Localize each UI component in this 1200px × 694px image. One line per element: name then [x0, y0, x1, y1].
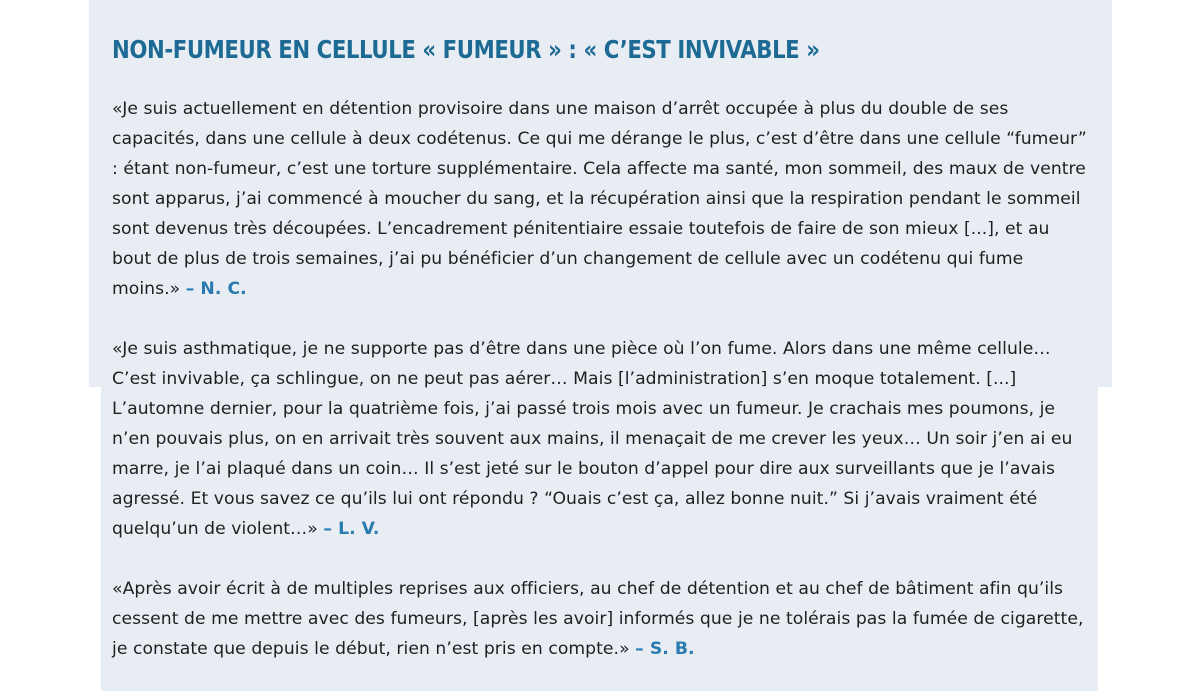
- article-title: NON-FUMEUR EN CELLULE « FUMEUR » : « C’EST INVIVABLE »: [112, 35, 820, 64]
- testimony-3: [112, 574, 1090, 664]
- testimony-author: – S. B.: [635, 639, 695, 659]
- testimony-text: «Après avoir écrit à de multiples reprises aux officiers, au chef de détention et au chef de bâtiment afin qu’ils cessent de me mettre avec des fumeurs, [après les avoir] informés que je ne tolérais pas la fumée de cigarette, je constate que depuis le début, rien n’est pris en compte.»: [112, 579, 1084, 659]
- article-box: [112, 33, 1090, 694]
- testimony-text: «Je suis asthmatique, je ne supporte pas d’être dans une pièce où l’on fume. Alors dans une même cellule… C’est invivable, ça schlingue, on ne peut pas aérer… Mais [l’administration] s’en moque totalement. [...] L’automne dernier, pour la quatrième fois, j’ai passé trois mois avec un fumeur. Je crachais mes poumons, je n’en pouvais plus, on en arrivait très souvent aux mains, il menaçait de me crever les yeux… Un soir j’en ai eu marre, je l’ai plaqué dans un coin… Il s’est jeté sur le bouton d’appel pour dire aux surveillants que je l’avais agressé. Et vous savez ce qu’ils lui ont répondu ? “Ouais c’est ça, allez bonne nuit.” Si j’avais vraiment été quelqu’un de violent…»: [112, 339, 1073, 539]
- testimony-1: [112, 94, 1090, 304]
- testimony-text: «Je suis actuellement en détention provisoire dans une maison d’arrêt occupée à plus du double de ses capacités, dans une cellule à deux codétenus. Ce qui me dérange le plus, c’est d’être dans une cellule “fumeur” : étant non-fumeur, c’est une torture supplémentaire. Cela affecte ma santé, mon sommeil, des maux de ventre sont apparus, j’ai commencé à moucher du sang, et la récupération ainsi que la respiration pendant le sommeil sont devenus très découpées. L’encadrement pénitentiaire essaie toutefois de faire de son mieux [...], et au bout de plus de trois semaines, j’ai pu bénéficier d’un changement de cellule avec un codétenu qui fume moins.»: [112, 99, 1087, 299]
- testimony-author: – N. C.: [185, 279, 247, 299]
- testimony-author: – L. V.: [323, 519, 380, 539]
- testimony-2: [112, 334, 1090, 544]
